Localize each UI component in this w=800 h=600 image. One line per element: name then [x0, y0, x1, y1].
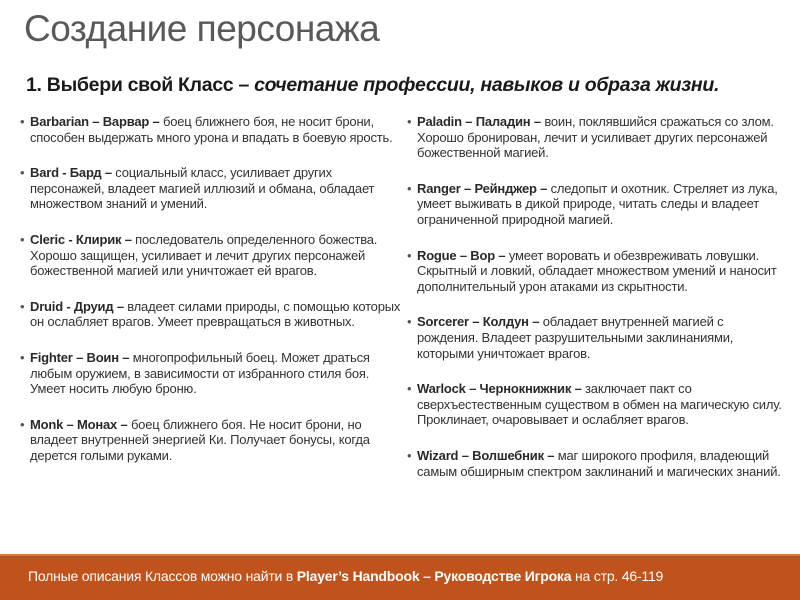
class-separator: – [101, 165, 116, 181]
class-separator: – [149, 114, 163, 129]
class-item-bard [20, 165, 402, 212]
bullet-icon: • [20, 231, 25, 247]
class-name: Ranger – Рейнджер [417, 180, 537, 196]
class-description: маг широкого профиля, владеющий самым обширным спектром заклинаний и магических знаний. [417, 447, 781, 479]
footer-note [28, 568, 663, 584]
bullet-icon: • [20, 298, 25, 314]
class-separator: – [121, 231, 136, 247]
footer-suffix: на стр. 46-119 [571, 568, 664, 584]
bullet-icon: • [407, 381, 412, 397]
class-description: последователь определенного божества. Хорошо защищен, усиливает и лечит других персонажей божественной магией или уничтожает ей врагов. [30, 231, 378, 279]
bullet-icon: • [20, 349, 25, 365]
class-name: Sorcerer – Колдун [417, 314, 529, 330]
class-description: заключает пакт со сверхъестественным существом в обмен на магическую силу. Проклинает, очаровывает и ослабляет врагов. [417, 381, 782, 428]
class-name: Barbarian – Варвар [30, 114, 150, 129]
section-subtitle [26, 74, 786, 97]
class-separator: – [494, 247, 509, 263]
class-description: боец ближнего боя, не носит брони, способен выдержать много урона и впадать в боевую ярость. [30, 114, 393, 145]
class-description: обладает внутренней магией с рождения. Владеет разрушительными заклинаниями, которыми уничтожает врагов. [417, 314, 734, 361]
slide-title: Создание персонажа [24, 8, 380, 49]
subtitle-description: сочетание профессии, навыков и образа жизни. [254, 74, 720, 96]
class-description: воин, поклявшийся сражаться со злом. Хорошо бронирован, лечит и усиливает других персонажей божественной магией. [417, 114, 774, 161]
class-description: многопрофильный боец. Может драться любым оружием, в зависимости от избранного стиля боя. Умеет носить любую броню. [30, 349, 370, 397]
class-item-ranger [407, 181, 787, 228]
class-description: владеет силами природы, с помощью которых он ослабляет врагов. Умеет превращаться в животных. [30, 298, 401, 330]
class-separator: – [571, 381, 586, 397]
bullet-icon: • [20, 416, 25, 432]
class-separator: – [117, 416, 131, 432]
class-separator: – [530, 114, 545, 129]
class-item-sorcerer [407, 314, 787, 361]
bullet-icon: • [20, 165, 25, 181]
footer-prefix: Полные описания Классов можно найти в [28, 568, 297, 584]
class-name: Bard - Бард [30, 165, 102, 181]
class-name: Druid - Друид [30, 298, 114, 314]
bullet-icon: • [407, 180, 412, 196]
class-name: Rogue – Вор [417, 247, 495, 263]
class-name: Cleric - Клирик [30, 231, 122, 247]
class-item-warlock [407, 381, 787, 428]
class-separator: – [543, 447, 558, 463]
class-item-cleric [20, 232, 402, 279]
class-separator: – [528, 314, 543, 330]
class-separator: – [118, 349, 133, 365]
class-item-barbarian [20, 114, 402, 145]
class-name: Monk – Монах [30, 416, 118, 432]
class-name: Wizard – Волшебник [417, 447, 544, 463]
class-item-wizard [407, 448, 787, 479]
class-item-rogue [407, 248, 787, 295]
bullet-icon: • [407, 114, 412, 129]
class-description: социальный класс, усиливает других персонажей, владеет магией иллюзий и обмана, обладает множеством знаний и умений. [30, 165, 375, 212]
bullet-icon: • [407, 247, 412, 263]
subtitle-lead: 1. Выбери свой Класс – [26, 74, 255, 96]
class-list-left [20, 114, 402, 464]
bullet-icon: • [20, 114, 25, 129]
class-name: Warlock – Чернокнижник [417, 381, 572, 397]
class-list-right [407, 114, 787, 479]
class-item-monk [20, 417, 402, 464]
class-item-druid [20, 299, 402, 330]
class-item-paladin [407, 114, 787, 161]
footer-book-title: Player’s Handbook – Руководстве Игрока [296, 568, 572, 584]
class-name: Fighter – Воин [30, 349, 119, 365]
class-description: боец ближнего боя. Не носит брони, но владеет внутренней энергией Ки. Получает бонусы, когда дерется голыми руками. [30, 416, 370, 463]
footer-divider [0, 554, 800, 556]
class-name: Paladin – Паладин [417, 114, 531, 129]
bullet-icon: • [407, 447, 412, 463]
class-item-fighter [20, 350, 402, 397]
class-description: следопыт и охотник. Стреляет из лука, умеет выживать в дикой природе, читать следы и владеет ограниченной природной магией. [417, 180, 778, 227]
class-separator: – [536, 180, 551, 196]
class-description: умеет воровать и обезвреживать ловушки. Скрытный и ловкий, обладает множеством умений и наносит дополнительный урон атаками из скрытности. [417, 247, 777, 294]
class-separator: – [113, 298, 128, 314]
bullet-icon: • [407, 314, 412, 330]
